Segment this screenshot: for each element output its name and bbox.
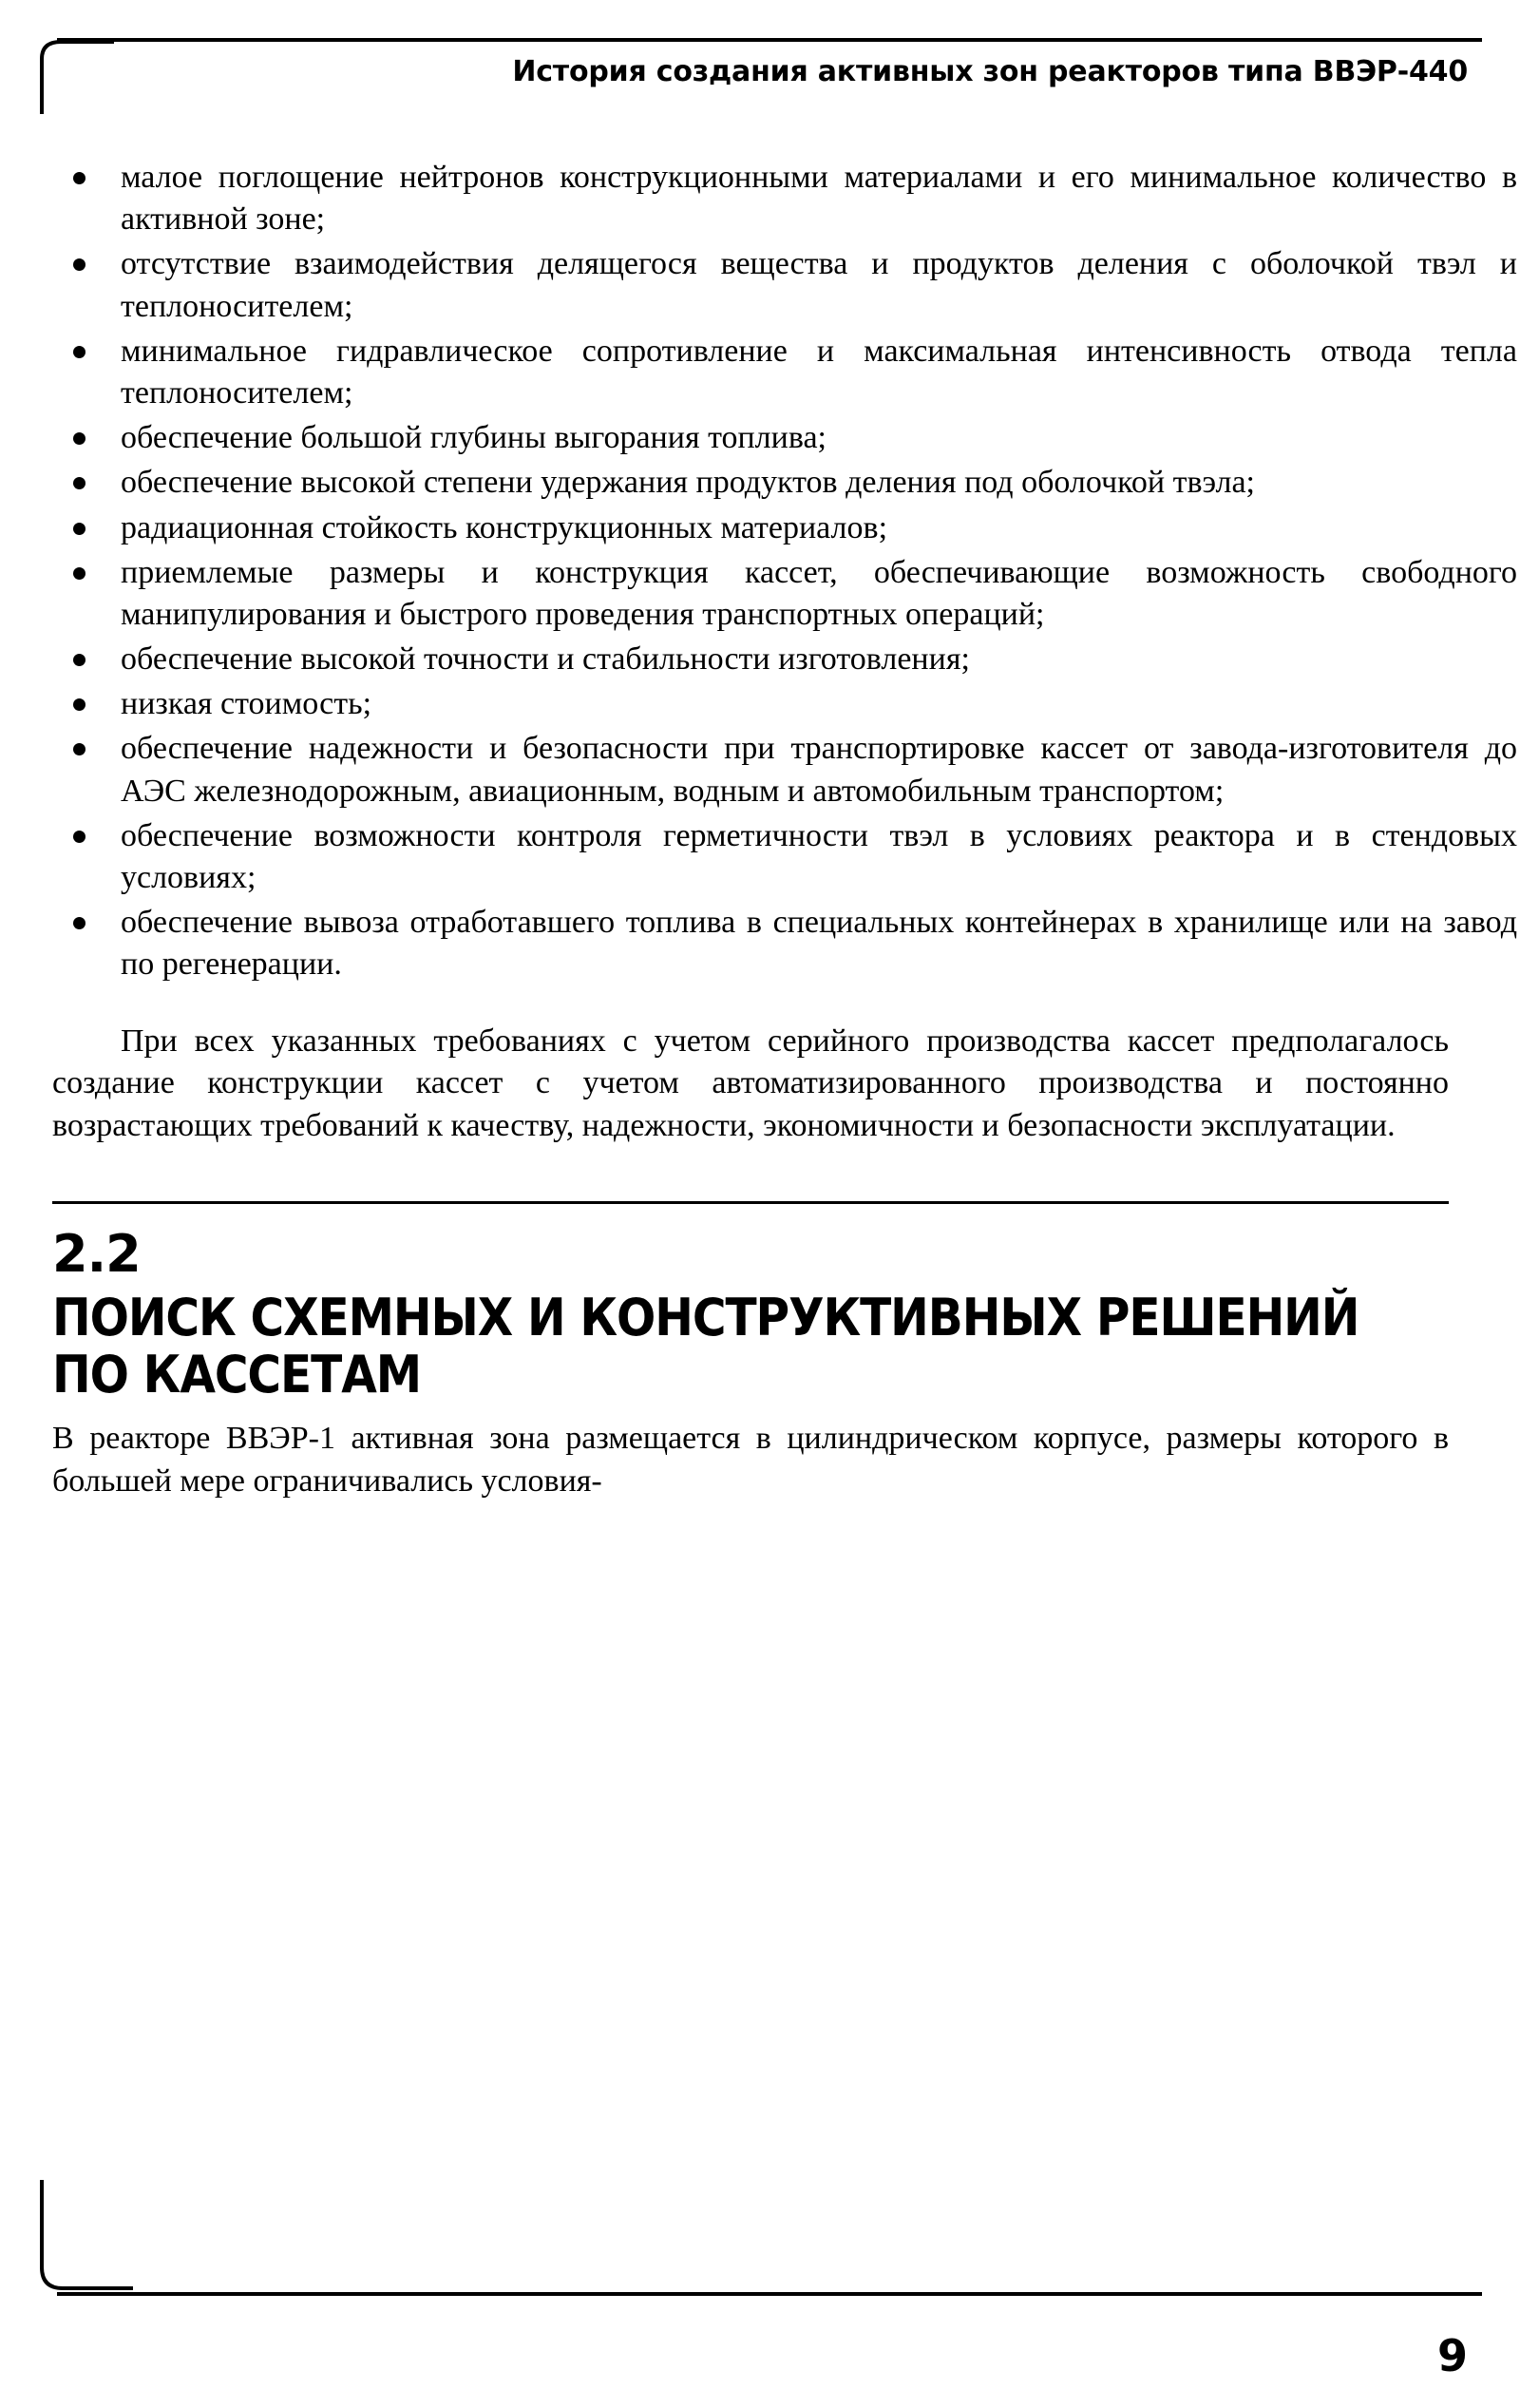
page-content bbox=[52, 157, 1517, 1536]
list-item: обеспечение большой глубины выгорания топлива; bbox=[52, 417, 1517, 459]
corner-flourish-top-icon bbox=[38, 38, 114, 114]
list-item: обеспечение возможности контроля герметичности твэл в условиях реактора и в стендовых условиях; bbox=[52, 815, 1517, 899]
header-divider bbox=[57, 38, 1482, 42]
page-number: 9 bbox=[1436, 2330, 1468, 2381]
list-item: обеспечение высокой степени удержания продуктов деления под оболочкой твэла; bbox=[52, 462, 1517, 504]
page-header bbox=[0, 38, 1520, 114]
list-item: обеспечение вывоза отработавшего топлива в специальных контейнерах в хранилище или на завод по регенерации. bbox=[52, 902, 1517, 985]
section-number: 2.2 bbox=[52, 1224, 141, 1285]
section-heading: ПОИСК СХЕМНЫХ И КОНСТРУКТИВНЫХ РЕШЕНИЙ ПО КАССЕТАМ bbox=[52, 1288, 1359, 1405]
list-item: минимальное гидравлическое сопротивление и максимальная интенсивность отвода тепла теплоносителем; bbox=[52, 331, 1517, 414]
running-title: История создания активных зон реакторов типа ВВЭР-440 bbox=[512, 55, 1468, 88]
list-item: низкая стоимость; bbox=[52, 683, 1517, 725]
section-divider bbox=[52, 1201, 1449, 1204]
body-paragraph: При всех указанных требованиях с учетом серийного производства кассет предполагалось создание конструкции кассет с учетом автоматизированного производства и постоянно возрастающих требований к качеству, надежности, экономичности и безопасности эксплуатации. bbox=[52, 1022, 1449, 1144]
list-item: обеспечение надежности и безопасности при транспортировке кассет от завода-изготовителя до АЭС железнодорожным, авиационным, водным и автомобильным транспортом; bbox=[52, 728, 1517, 812]
list-item: отсутствие взаимодействия делящегося вещества и продуктов деления с оболочкой твэл и теплоносителем; bbox=[52, 243, 1517, 327]
requirements-list bbox=[52, 157, 1517, 986]
list-item: обеспечение высокой точности и стабильности изготовления; bbox=[52, 639, 1517, 680]
list-item: приемлемые размеры и конструкция кассет, обеспечивающие возможность свободного манипулирования и быстрого проведения транспортных операций; bbox=[52, 552, 1517, 636]
list-item: малое поглощение нейтронов конструкционными материалами и его минимальное количество в активной зоне; bbox=[52, 157, 1517, 240]
corner-flourish-bottom-icon bbox=[38, 2180, 133, 2294]
section-body-paragraph: В реакторе ВВЭР-1 активная зона размещается в цилиндрическом корпусе, размеры которого в большей мере ограничивались условия- bbox=[52, 1420, 1449, 1499]
list-item: радиационная стойкость конструкционных материалов; bbox=[52, 507, 1517, 549]
footer-divider bbox=[57, 2292, 1482, 2296]
